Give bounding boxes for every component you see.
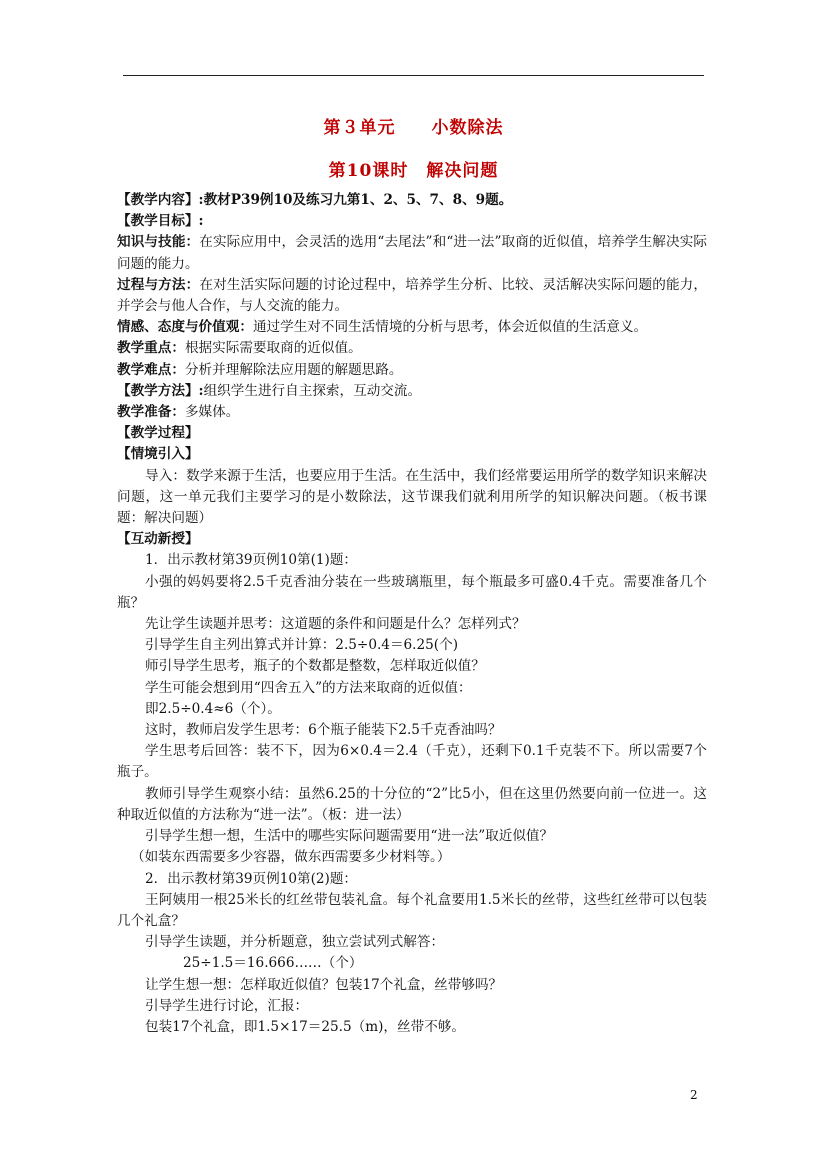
body-line: 引导学生想一想，生活中的哪些实际问题需要用“进一法”取近似值？ bbox=[145, 828, 554, 845]
body-line: 引导学生进行讨论，汇报： bbox=[145, 997, 309, 1014]
body-line: 包装17个礼盒，即1.5×17＝25.5（m)，丝带不够。 bbox=[145, 1018, 465, 1035]
intro-heading: 【情境引入】 bbox=[117, 446, 199, 463]
body-line: 师引导学生思考，瓶子的个数都是整数，怎样取近似值？ bbox=[145, 658, 485, 675]
body-line: 25÷1.5＝16.666……（个） bbox=[183, 955, 363, 972]
document-body bbox=[117, 190, 707, 1038]
body-line: 学生可能会想到用“四舍五入”的方法来取商的近似值： bbox=[145, 679, 472, 696]
header-rule bbox=[123, 75, 704, 76]
goal-process: 过程与方法：在对生活实际问题的讨论过程中，培养学生分析、比较、灵活解决实际问题的能力，并学会与他人合作，与人交流的能力。 bbox=[117, 276, 707, 315]
goals-heading: 【教学目标】: bbox=[117, 213, 204, 230]
lesson-title: 第10课时 解决问题 bbox=[328, 161, 499, 181]
body-line: 让学生想一想：怎样取近似值？包装17个礼盒，丝带够吗？ bbox=[145, 976, 503, 993]
difficult-point: 教学难点：分析并理解除法应用题的解题思路。 bbox=[117, 361, 403, 378]
process-heading: 【教学过程】 bbox=[117, 425, 199, 442]
body-line: 引导学生自主列出算式并计算：2.5÷0.4＝6.25(个) bbox=[145, 637, 459, 654]
body-line: 1．出示教材第39页例10第(1)题： bbox=[145, 552, 358, 569]
body-line: （如装东西需要多少容器，做东西需要多少材料等。） bbox=[131, 849, 451, 866]
body-line: 2．出示教材第39页例10第(2)题： bbox=[145, 870, 358, 887]
body-line: 王阿姨用一根25米长的红丝带包装礼盒。每个礼盒要用1.5米长的丝带，这些红丝带可以包装几个礼盒？ bbox=[117, 891, 707, 929]
unit-title: 第３单元 小数除法 bbox=[323, 118, 504, 138]
body-line: 先让学生读题并思考：这道题的条件和问题是什么？怎样列式？ bbox=[145, 616, 526, 633]
body-line: 即2.5÷0.4≈6（个）。 bbox=[145, 700, 281, 717]
goal-attitude: 情感、态度与价值观：通过学生对不同生活情境的分析与思考，体会近似值的生活意义。 bbox=[117, 319, 648, 336]
page-number: 2 bbox=[690, 1088, 698, 1102]
new-heading: 【互动新授】 bbox=[117, 531, 199, 548]
goal-knowledge: 知识与技能：在实际应用中，会灵活的选用“去尾法”和“进一法”取商的近似值，培养学生解决实际问题的能力。 bbox=[117, 234, 708, 272]
key-point: 教学重点：根据实际需要取商的近似值。 bbox=[117, 340, 362, 357]
content-line: 【教学内容】:教材P39例10及练习九第1、2、5、7、8、9题。 bbox=[117, 192, 513, 208]
body-line: 引导学生读题，并分析题意，独立尝试列式解答： bbox=[145, 934, 445, 951]
body-line: 这时，教师启发学生思考：6个瓶子能装下2.5千克香油吗？ bbox=[145, 722, 502, 739]
body-line: 小强的妈妈要将2.5千克香油分装在一些玻璃瓶里，每个瓶最多可盛0.4千克。需要准备几个瓶？ bbox=[117, 573, 707, 611]
body-line: 教师引导学生观察小结：虽然6.25的十分位的“2”比5小，但在这里仍然要向前一位进一。这种取近似值的方法称为“进一法”。（板：进一法） bbox=[117, 785, 707, 823]
intro-paragraph: 导入：数学来源于生活，也要应用于生活。在生活中，我们经常要运用所学的数学知识来解决问题，这一单元我们主要学习的是小数除法，这节课我们就利用所学的知识解决问题。（板书课题：解决问题） bbox=[117, 467, 707, 527]
body-line: 学生思考后回答：装不下，因为6×0.4＝2.4（千克），还剩下0.1千克装不下。所以需要7个瓶子。 bbox=[117, 743, 707, 781]
teaching-prep: 教学准备：多媒体。 bbox=[117, 404, 240, 421]
teaching-method: 【教学方法】:组织学生进行自主探索，互动交流。 bbox=[117, 382, 422, 399]
